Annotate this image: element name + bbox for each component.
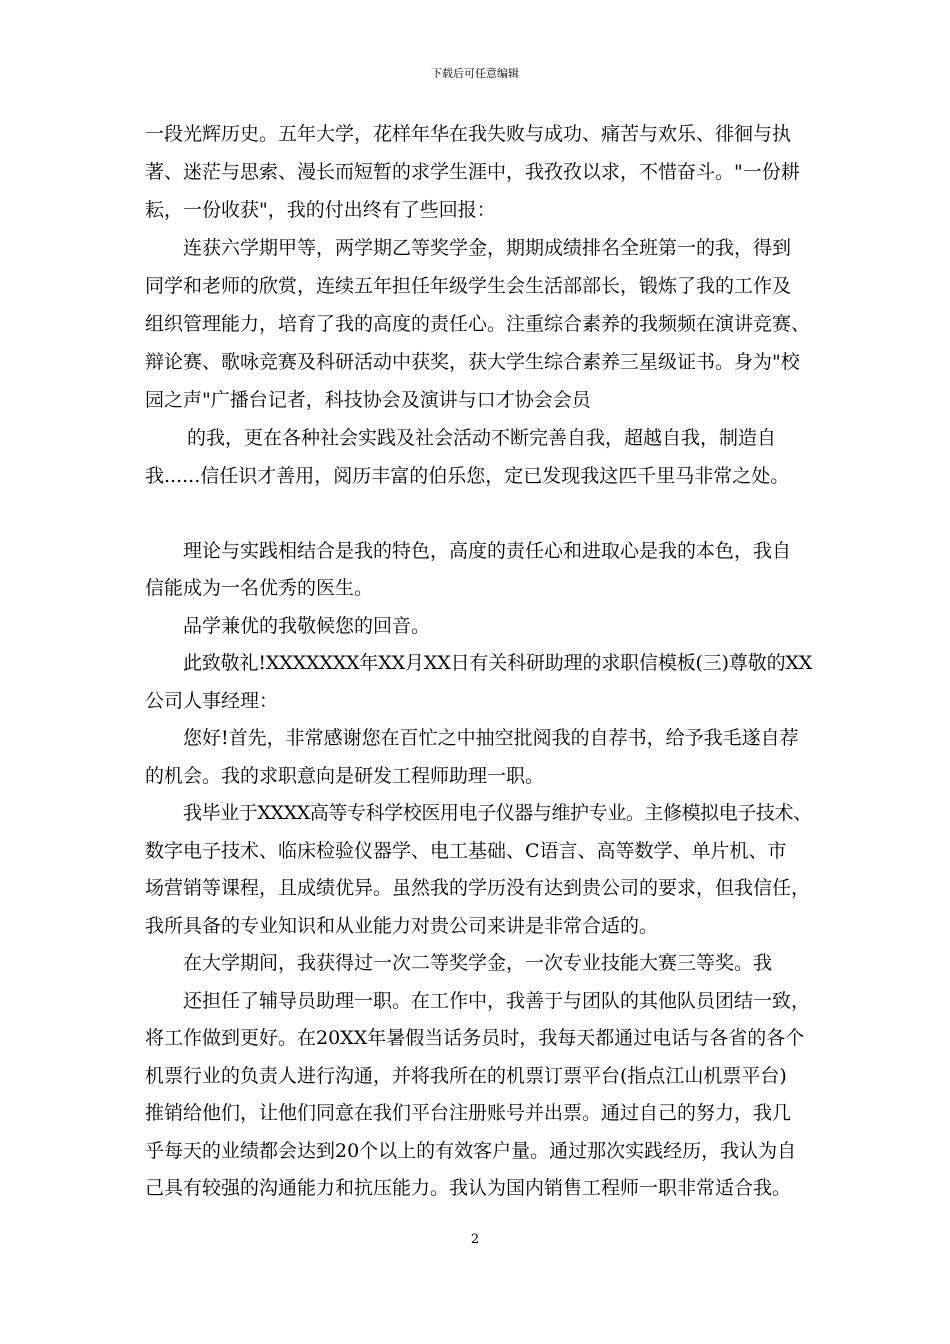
body-line: 我所具备的专业知识和从业能力对贵公司来讲是非常合适的。 (145, 915, 659, 937)
body-line: 一段光辉历史。五年大学，花样年华在我失败与成功、痛苦与欢乐、徘徊与执 (145, 123, 792, 145)
body-line: 己具有较强的沟通能力和抗压能力。我认为国内销售工程师一职非常适合我。 (145, 1177, 792, 1199)
body-line: 公司人事经理： (145, 690, 279, 712)
body-line: 品学兼优的我敬候您的回音。 (183, 615, 431, 637)
body-line: 辩论赛、歌咏竞赛及科研活动中获奖，获大学生综合素养三星级证书。身为"校 (145, 351, 800, 373)
body-line: 理论与实践相结合是我的特色，高度的责任心和进取心是我的本色，我自 (183, 540, 792, 562)
body-line: 在大学期间，我获得过一次二等奖学金，一次专业技能大赛三等奖。我 (183, 952, 773, 974)
body-line: 的我，更在各种社会实践及社会活动不断完善自我，超越自我，制造自 (187, 427, 777, 449)
body-line: 组织管理能力，培育了我的高度的责任心。注重综合素养的我频频在演讲竞赛、 (145, 313, 811, 335)
body-line: 的机会。我的求职意向是研发工程师助理一职。 (145, 765, 545, 787)
body-line: 此致敬礼!XXXXXXX年XX月XX日有关科研助理的求职信模板(三)尊敬的XX (183, 652, 813, 674)
body-line: 我......信任识才善用，阅历丰富的伯乐您，定已发现我这匹千里马非常之处。 (145, 465, 790, 487)
body-line: 场营销等课程，且成绩优异。虽然我的学历没有达到贵公司的要求，但我信任， (145, 877, 811, 899)
body-line: 将工作做到更好。在20XX年暑假当话务员时，我每天都通过电话与各省的各个 (145, 1027, 805, 1049)
body-line: 我毕业于XXXX高等专科学校医用电子仪器与维护专业。主修模拟电子技术、 (183, 802, 812, 824)
body-line: 机票行业的负责人进行沟通，并将我所在的机票订票平台(指点江山机票平台) (145, 1065, 787, 1087)
body-line: 园之声"广播台记者，科技协会及演讲与口才协会会员 (145, 389, 591, 411)
body-line: 同学和老师的欣赏，连续五年担任年级学生会生活部部长，锻炼了我的工作及 (145, 275, 792, 297)
body-line: 您好!首先，非常感谢您在百忙之中抽空批阅我的自荐书，给予我毛遂自荐 (183, 727, 799, 749)
body-line: 推销给他们，让他们同意在我们平台注册账号并出票。通过自己的努力，我几 (145, 1102, 792, 1124)
body-line: 信能成为一名优秀的医生。 (145, 577, 374, 599)
body-line: 连获六学期甲等，两学期乙等奖学金，期期成绩排名全班第一的我，得到 (183, 237, 792, 259)
page-header: 下载后可任意编辑 (431, 67, 519, 80)
page-number: 2 (470, 1232, 480, 1247)
body-line: 还担任了辅导员助理一职。在工作中，我善于与团队的其他队员团结一致， (183, 990, 811, 1012)
body-line: 著、迷茫与思索、漫长而短暂的求学生涯中，我孜孜以求，不惜奋斗。"一份耕 (145, 161, 800, 183)
body-line: 乎每天的业绩都会达到20个以上的有效客户量。通过那次实践经历，我认为自 (145, 1140, 797, 1162)
body-line: 数字电子技术、临床检验仪器学、电工基础、C语言、高等数学、单片机、市 (145, 840, 787, 862)
body-line: 耘，一份收获"，我的付出终有了些回报： (145, 199, 496, 221)
